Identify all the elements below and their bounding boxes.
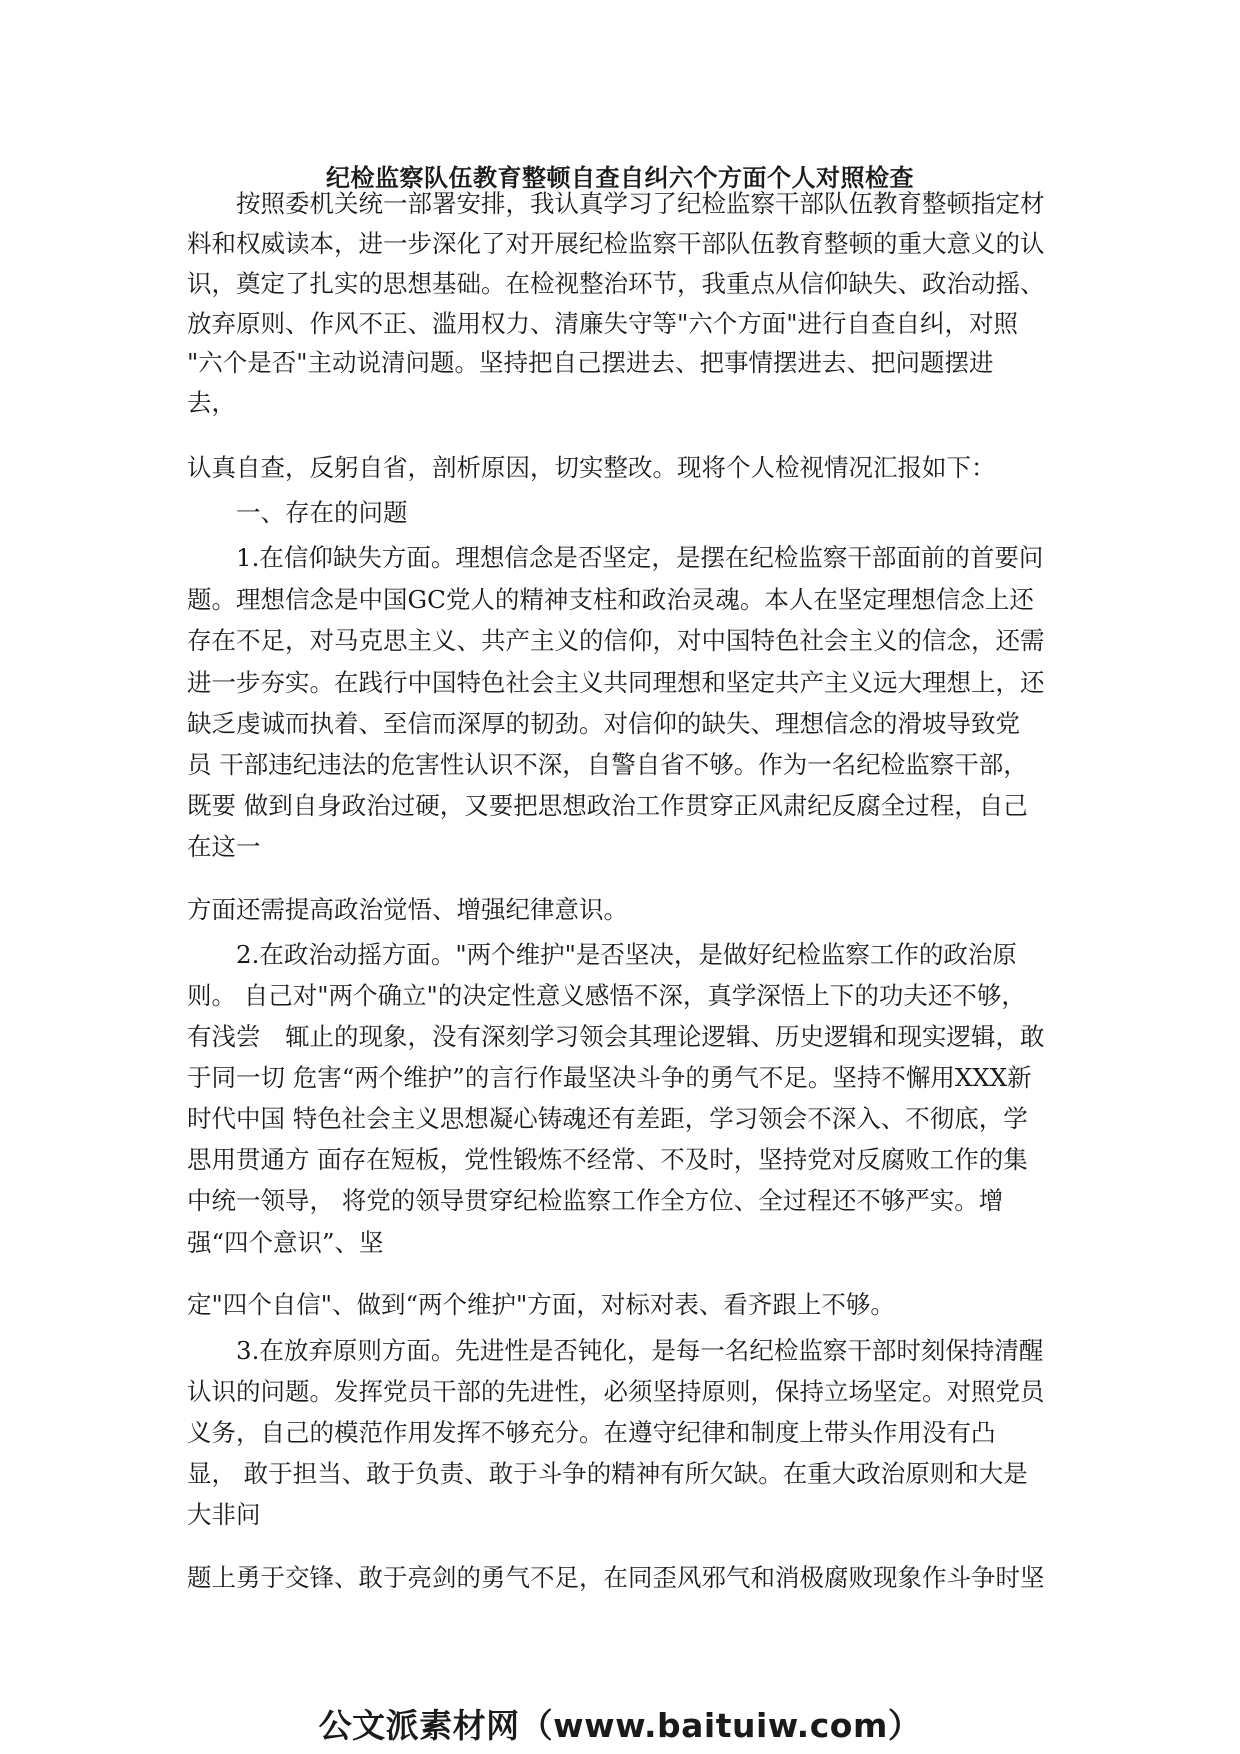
body-line: 思用贯通方 面存在短板，党性锻炼不经常、不及时，坚持党对反腐败工作的集 — [187, 1145, 1028, 1174]
footer-watermark: 公文派素材网（www.baituiw.com） — [318, 1706, 922, 1745]
body-line: 强“四个意识”、坚 — [187, 1228, 384, 1257]
body-line: 显， 敢于担当、敢于负责、敢于斗争的精神有所欠缺。在重大政治原则和大是 — [187, 1459, 1028, 1488]
body-line: 料和权威读本，进一步深化了对开展纪检监察干部队伍教育整顿的重大意义的认 — [187, 229, 1045, 258]
body-line: 缺乏虔诚而执着、至信而深厚的韧劲。对信仰的缺失、理想信念的滑坡导致党 — [187, 709, 1020, 738]
body-line: 按照委机关统一部署安排，我认真学习了纪检监察干部队伍教育整顿指定材 — [187, 189, 1045, 218]
body-line: 放弃原则、作风不正、滥用权力、清廉失守等"六个方面"进行自查自纠，对照 — [187, 309, 1019, 338]
body-line: 于同一切 危害“两个维护”的言行作最坚决斗争的勇气不足。坚持不懈用XXX新 — [187, 1063, 1032, 1092]
body-line: 认识的问题。发挥党员干部的先进性，必须坚持原则，保持立场坚定。对照党员 — [187, 1377, 1045, 1406]
body-line: 中统一领导， 将党的领导贯穿纪检监察工作全方位、全过程还不够严实。增 — [187, 1186, 1004, 1215]
body-line: 题。理想信念是中国GC党人的精神支柱和政治灵魂。本人在坚定理想信念上还 — [187, 585, 1034, 614]
body-line: 有浅尝 辄止的现象，没有深刻学习领会其理论逻辑、历史逻辑和现实逻辑，敢 — [187, 1022, 1045, 1051]
body-line: "六个是否"主动说清问题。坚持把自己摆进去、把事情摆进去、把问题摆进 — [187, 348, 994, 377]
body-line: 识，奠定了扎实的思想基础。在检视整治环节，我重点从信仰缺失、政治动摇、 — [187, 269, 1045, 298]
body-line: 定"四个自信"、做到“两个维护"方面，对标对表、看齐跟上不够。 — [187, 1290, 895, 1319]
body-line: 2.在政治动摇方面。"两个维护"是否坚决，是做好纪检监察工作的政治原 — [187, 940, 1017, 969]
body-line: 在这一 — [187, 832, 261, 861]
body-line: 题上勇于交锋、敢于亮剑的勇气不足，在同歪风邪气和消极腐败现象作斗争时坚 — [187, 1563, 1045, 1592]
body-line: 时代中国 特色社会主义思想凝心铸魂还有差距，学习领会不深入、不彻底，学 — [187, 1104, 1028, 1133]
body-line: 方面还需提高政治觉悟、增强纪律意识。 — [187, 895, 628, 924]
body-line: 3.在放弃原则方面。先进性是否钝化，是每一名纪检监察干部时刻保持清醒 — [187, 1336, 1044, 1365]
body-line: 1.在信仰缺失方面。理想信念是否坚定，是摆在纪检监察干部面前的首要问 — [187, 543, 1044, 572]
body-line: 存在不足，对马克思主义、共产主义的信仰，对中国特色社会主义的信念，还需 — [187, 626, 1045, 655]
section-heading: 一、存在的问题 — [187, 498, 408, 527]
body-line: 员 干部违纪违法的危害性认识不深，自警自省不够。作为一名纪检监察干部， — [187, 750, 1028, 779]
body-line: 既要 做到自身政治过硬，又要把思想政治工作贯穿正风肃纪反腐全过程，自己 — [187, 791, 1028, 820]
document-title: 纪检监察队伍教育整顿自查自纠六个方面个人对照检查 — [326, 164, 914, 192]
body-line: 进一步夯实。在践行中国特色社会主义共同理想和坚定共产主义远大理想上，还 — [187, 668, 1045, 697]
body-line: 义务，自己的模范作用发挥不够充分。在遵守纪律和制度上带头作用没有凸 — [187, 1418, 996, 1447]
body-line: 认真自查，反躬自省，剖析原因，切实整改。现将个人检视情况汇报如下： — [187, 453, 996, 482]
body-line: 则。 自己对"两个确立"的决定性意义感悟不深，真学深悟上下的功夫还不够， — [187, 981, 1026, 1010]
body-line: 大非问 — [187, 1500, 261, 1529]
body-line: 去， — [187, 388, 236, 417]
